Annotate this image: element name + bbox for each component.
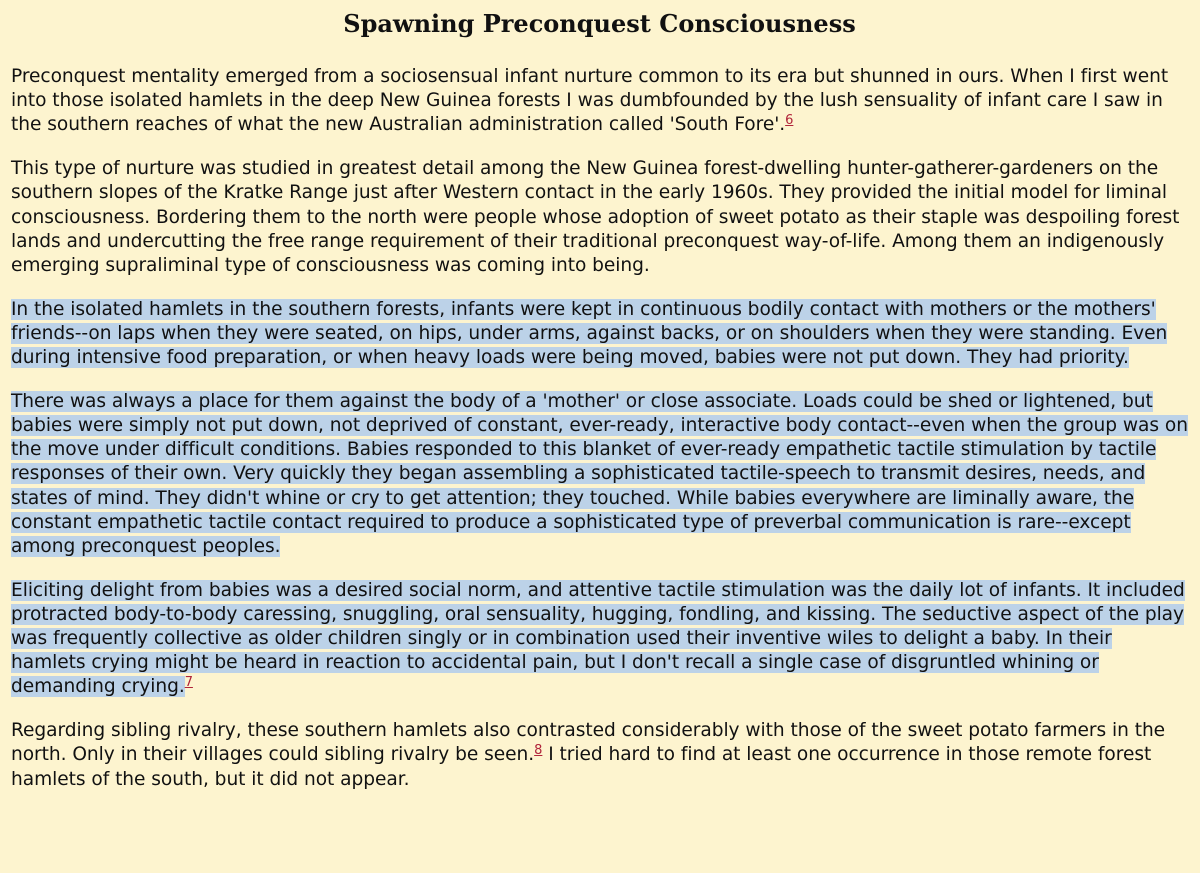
paragraph-text: This type of nurture was studied in greatest detail among the New Guinea forest-dwelling hunter-gatherer-gardeners on the southern slopes of the Kratke Range just after Western contact in the early 1960s. They provided the initial model for liminal consciousness. Bordering them to the north were people whose adoption of sweet potato as their staple was despoiling forest lands and undercutting the free range requirement of their traditional preconquest way-of-life. Among them an indigenously emerging supraliminal type of consciousness was coming into being. <box>11 158 1180 276</box>
footnote-link[interactable]: 8 <box>534 743 543 759</box>
paragraph-text: I tried hard to find at least one occurrence in those remote forest hamlets of the south, but it did not appear. <box>11 744 1152 790</box>
paragraph-text: Eliciting delight from babies was a desired social norm, and attentive tactile stimulation was the daily lot of infants. It included protracted body-to-body caressing, snuggling, oral sensuality, hugging, fondling, and kissing. The seductive aspect of the play was frequently collective as older children singly or in combination used their inventive wiles to delight a baby. In their hamlets crying might be heard in reaction to accidental pain, but I don't recall a single case of disgruntled whining or demanding crying. <box>11 579 1185 698</box>
paragraph-text: Regarding sibling rivalry, these southern hamlets also contrasted considerably with those of the sweet potato farmers in the north. Only in their villages could sibling rivalry be seen. <box>11 720 1166 766</box>
paragraph-1 <box>11 65 1188 138</box>
paragraph-text: There was always a place for them against the body of a 'mother' or close associate. Loads could be shed or lightened, but babies were simply not put down, not deprived of constant, ever-ready, interactive body contact--even when the group was on the move under difficult conditions. Babies responded to this blanket of ever-ready empathetic tactile stimulation by tactile responses of their own. Very quickly they began assembling a sophisticated tactile-speech to transmit desires, needs, and states of mind. They didn't whine or cry to get attention; they touched. While babies everywhere are liminally aware, the constant empathetic tactile contact required to produce a sophisticated type of preverbal communication is rare--except among preconquest peoples. <box>11 390 1188 557</box>
paragraph-4-selected <box>11 390 1188 559</box>
paragraph-text: Preconquest mentality emerged from a sociosensual infant nurture common to its era but shunned in ours. When I first went into those isolated hamlets in the deep New Guinea forests I was dumbfounded by the lush sensuality of infant care I saw in the southern reaches of what the new Australian administration called 'South Fore'. <box>11 66 1169 136</box>
footnote-link[interactable]: 7 <box>184 675 193 691</box>
footnote-ref-6[interactable] <box>785 110 793 128</box>
footnote-link[interactable]: 6 <box>785 113 794 129</box>
page-title: Spawning Preconquest Consciousness <box>343 9 856 38</box>
paragraph-text: In the isolated hamlets in the southern forests, infants were kept in continuous bodily contact with mothers or the mothers' friends--on laps when they were seated, on hips, under arms, against backs, or on shoulders when they were standing. Even during intensive food preparation, or when heavy loads were being moved, babies were not put down. They had priority. <box>11 298 1168 369</box>
paragraph-3-selected <box>11 298 1188 371</box>
footnote-ref-7[interactable] <box>185 672 193 690</box>
paragraph-2 <box>11 157 1188 278</box>
paragraph-5-selected <box>11 579 1188 700</box>
paragraph-6 <box>11 719 1188 792</box>
